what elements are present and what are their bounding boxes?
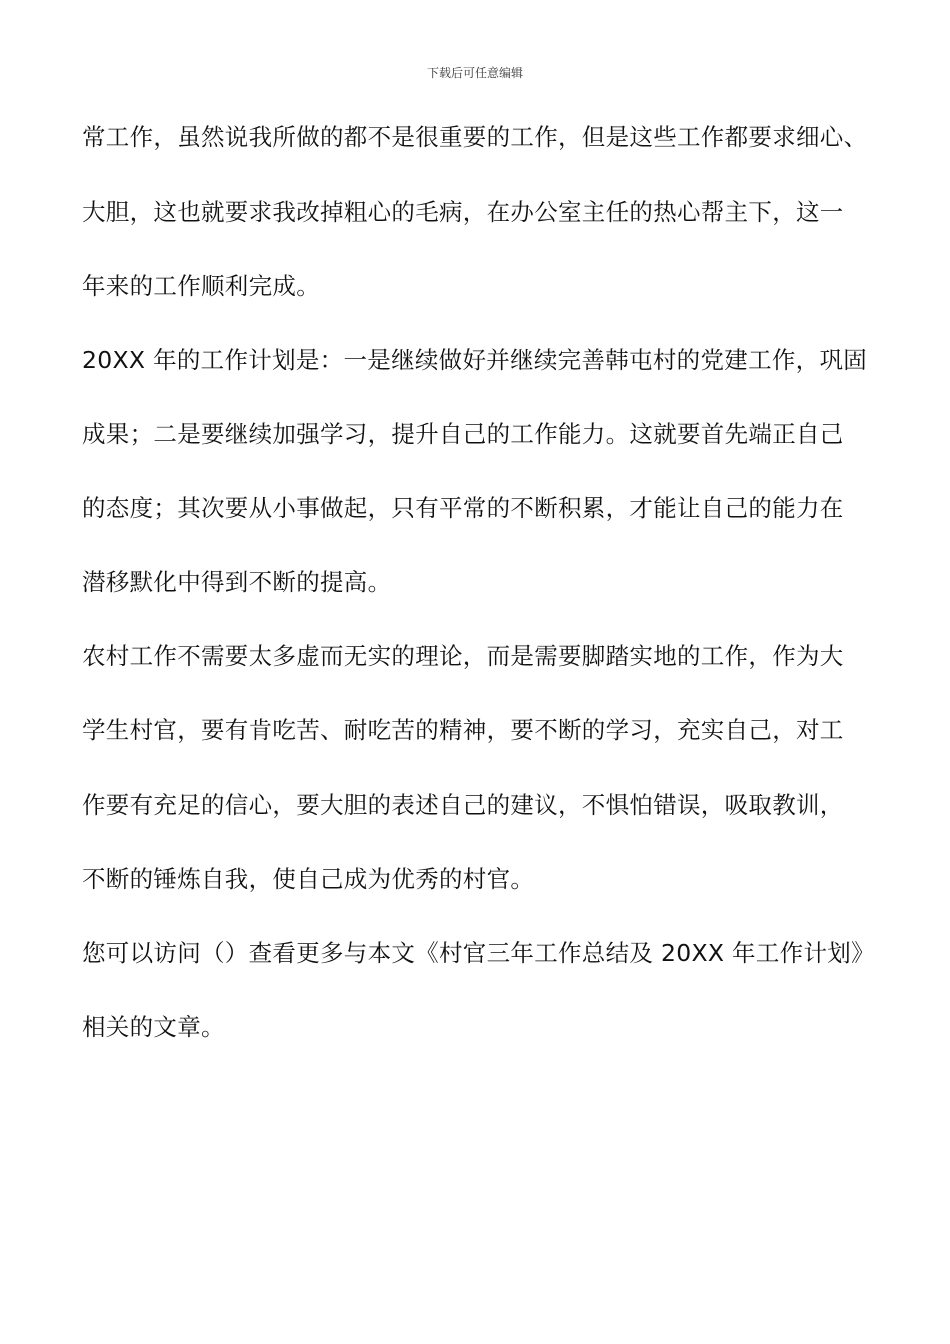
text-line: 年来的工作顺利完成。 <box>82 272 320 300</box>
text-line: 作要有充足的信心，要大胆的表述自己的建议，不惧怕错误，吸取教训， <box>82 791 844 819</box>
page-header: 下载后可任意编辑 <box>426 66 523 80</box>
text-line: 20XX 年的工作计划是：一是继续做好并继续完善韩屯村的党建工作，巩固 <box>82 346 868 374</box>
text-line: 常工作，虽然说我所做的都不是很重要的工作，但是这些工作都要求细心、 <box>82 123 868 151</box>
text-line: 不断的锤炼自我，使自己成为优秀的村官。 <box>82 865 535 893</box>
text-line: 成果；二是要继续加强学习，提升自己的工作能力。这就要首先端正自己 <box>82 420 844 448</box>
text-line: 的态度；其次要从小事做起，只有平常的不断积累，才能让自己的能力在 <box>82 494 844 522</box>
text-line: 相关的文章。 <box>82 1013 225 1041</box>
text-line: 潜移默化中得到不断的提高。 <box>82 568 392 596</box>
text-line: 学生村官，要有肯吃苦、耐吃苦的精神，要不断的学习，充实自己，对工 <box>82 716 844 744</box>
text-line: 大胆，这也就要求我改掉粗心的毛病，在办公室主任的热心帮主下，这一 <box>82 198 844 226</box>
text-line: 您可以访问（）查看更多与本文《村官三年工作总结及 20XX 年工作计划》 <box>82 939 875 967</box>
text-line: 农村工作不需要太多虚而无实的理论，而是需要脚踏实地的工作，作为大 <box>82 642 844 670</box>
